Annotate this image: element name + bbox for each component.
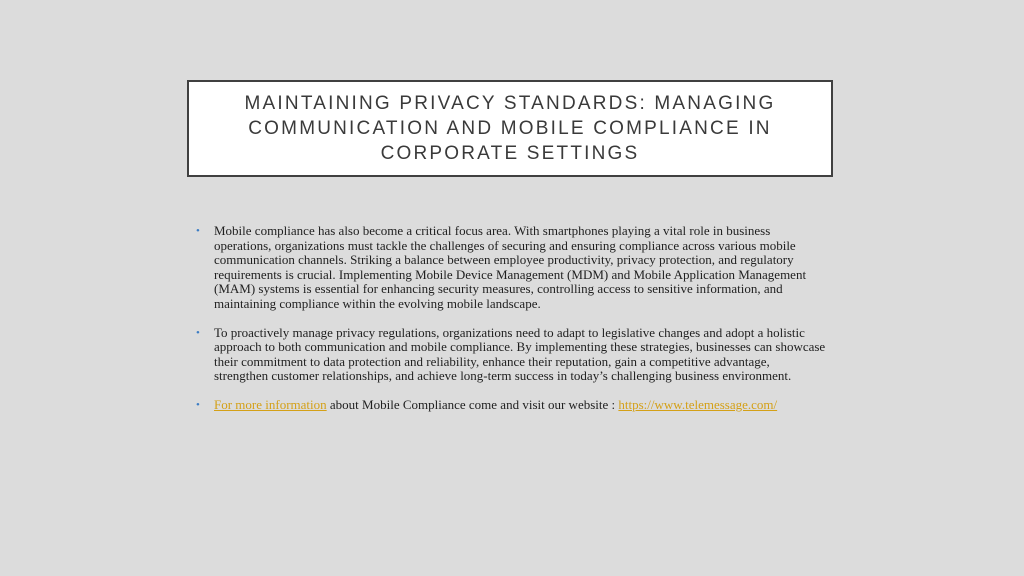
bullet-item-privacy-regulations [196, 326, 826, 384]
bullet-icon: • [196, 225, 200, 237]
bullet-text: Mobile compliance has also become a critical focus area. With smartphones playing a vital role in business operations, organizations must tackle the challenges of securing and ensuring compliance across various mobile communication channels. Striking a balance between employee productivity, privacy protection, and regulatory requirements is crucial. Implementing Mobile Device Management (MDM) and Mobile Application Management (MAM) systems is essential for enhancing security measures, controlling access to sensitive information, and maintaining compliance within the evolving mobile landscape. [214, 223, 807, 311]
bullet-icon: • [196, 398, 200, 411]
info-text: about Mobile Compliance come and visit our website : [326, 396, 619, 412]
slide-title-box [187, 80, 833, 177]
bullet-icon: • [196, 326, 200, 339]
more-information-link[interactable]: For more information [214, 396, 327, 412]
bullet-item-mobile-compliance [196, 224, 826, 312]
website-link[interactable]: https://www.telemessage.com/ [618, 396, 778, 412]
slide-title-line-2: COMMUNICATION AND MOBILE COMPLIANCE IN [248, 118, 772, 139]
bullet-text: To proactively manage privacy regulations, organizations need to adapt to legislative changes and adopt a holistic approach to both communication and mobile compliance. By implementing these strategies, businesses can showcase their commitment to data protection and reliability, enhance their reputation, gain a competitive advantage, strengthen customer relationships, and achieve long-term success in today’s challenging business environment. [214, 324, 826, 384]
slide-content [196, 224, 826, 427]
slide-title-line-1: MAINTAINING PRIVACY STANDARDS: MANAGING [244, 93, 776, 114]
slide-title-line-3: CORPORATE SETTINGS [380, 143, 640, 164]
bullet-item-more-information [196, 398, 826, 413]
